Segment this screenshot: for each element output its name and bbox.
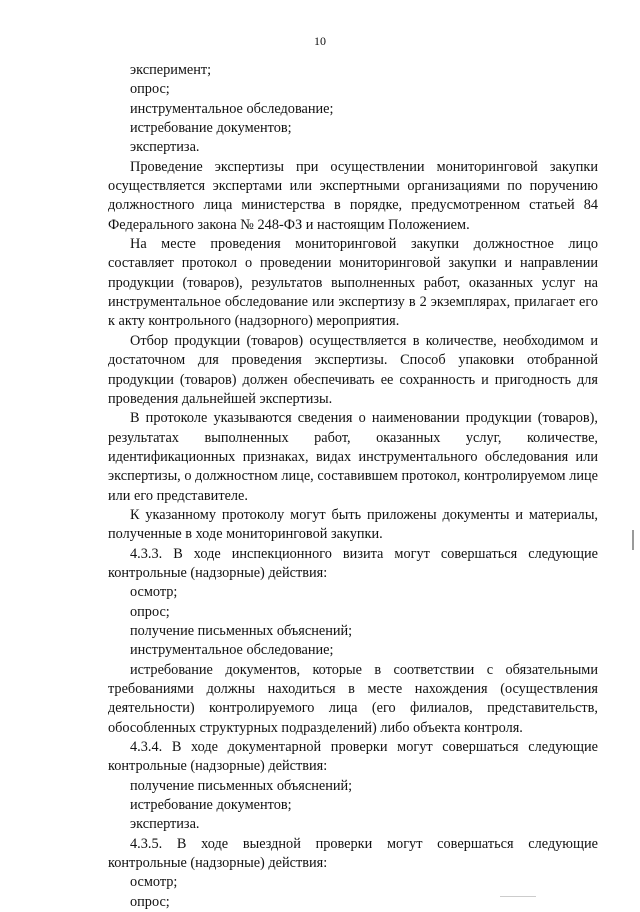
list-item: опрос; [130, 81, 170, 98]
list-item: экспертиза. [130, 139, 200, 156]
list-item: инструментальное обследование; [130, 642, 334, 659]
list-item: получение письменных объяснений; [130, 622, 353, 639]
paragraph: Проведение экспертизы при осуществлении мониторинговой закупки осуществляется экспертами или экспертными организациями по поручению должностного лица министерства в порядке, предусмотренном статьей 84 Федерального закона № 248-ФЗ и настоящим Положением. [108, 158, 598, 233]
document-body [108, 61, 598, 912]
list-item: экспертиза. [130, 816, 200, 833]
list-item: получение письменных объяснений; [130, 777, 353, 794]
paragraph: Отбор продукции (товаров) осуществляется в количестве, необходимом и достаточном для проведения экспертизы. Способ упаковки отобранной продукции (товаров) должен обеспечивать ее сохранность и пригодность для проведения дальнейшей экспертизы. [108, 332, 598, 407]
list-item: опрос; [130, 603, 170, 620]
list-item: истребование документов; [130, 120, 292, 137]
list-item: осмотр; [130, 584, 178, 601]
scan-edge-mark [632, 530, 634, 550]
paragraph: В протоколе указываются сведения о наименовании продукции (товаров), результатах выполненных работ, оказанных услуг, количестве, идентификационных признаках, видах инструментального обследования или экспертизы, о должностном лице, составившем протокол, контролируемом лице или его представителе. [108, 410, 598, 504]
list-item: опрос; [130, 893, 170, 910]
list-item: инструментальное обследование; [130, 100, 334, 117]
paragraph: истребование документов, которые в соответствии с обязательными требованиями должны находиться в месте нахождения (осуществления деятельности) контролируемого лица (его филиалов, представительств, обособленных структурных подразделений) либо объекта контроля. [108, 661, 598, 736]
section-heading-4-3-4: 4.3.4. В ходе документарной проверки могут совершаться следующие контрольные (надзорные) действия: [108, 739, 598, 775]
section-heading-4-3-5: 4.3.5. В ходе выездной проверки могут совершаться следующие контрольные (надзорные) действия: [108, 835, 598, 872]
list-item: эксперимент; [130, 62, 212, 78]
section-heading-4-3-3: 4.3.3. В ходе инспекционного визита могут совершаться следующие контрольные (надзорные) действия: [108, 545, 598, 581]
list-item: истребование документов; [130, 797, 292, 814]
paragraph: На месте проведения мониторинговой закупки должностное лицо составляет протокол о проведении мониторинговой закупки и направлении продукции (товаров), результатов выполненных работ, оказанных услуг на инструментальное обследование или экспертизу в 2 экземплярах, прилагает его к акту контрольного (надзорного) мероприятия. [108, 236, 598, 330]
page-number: 10 [314, 34, 326, 48]
scan-edge-mark [500, 896, 536, 897]
list-item: осмотр; [130, 874, 178, 891]
paragraph: К указанному протоколу могут быть приложены документы и материалы, полученные в ходе мониторинговой закупки. [108, 506, 598, 543]
